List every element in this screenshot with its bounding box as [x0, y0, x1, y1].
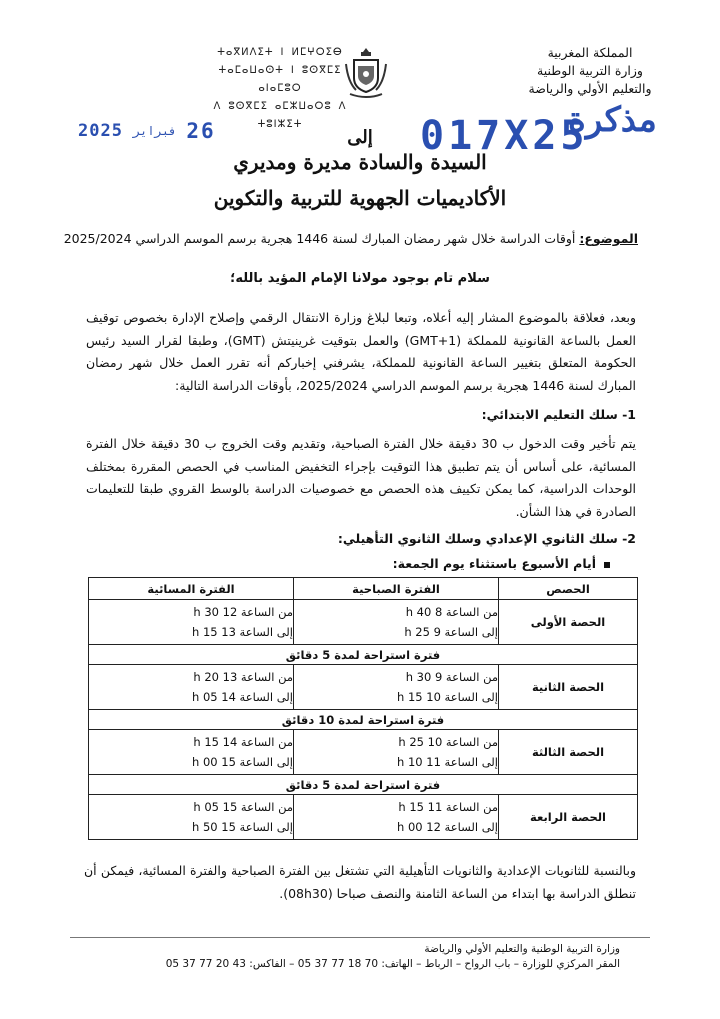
morning-time	[294, 600, 499, 645]
session-name: الحصة الرابعة	[499, 795, 638, 840]
memo-label-stamp: مذكرة	[568, 100, 657, 140]
time-to: إلى الساعة 10 h 15	[397, 690, 498, 704]
subject-text: أوقات الدراسة خلال شهر رمضان المبارك لسنة 1446 هجرية برسم الموسم الدراسي 2025/2024	[63, 231, 580, 246]
evening-time	[89, 665, 294, 710]
time-from: من الساعة 8 h 40	[405, 605, 498, 619]
evening-time	[89, 600, 294, 645]
memo-number-stamp: 017X25	[420, 113, 589, 159]
time-to: إلى الساعة 9 h 25	[404, 625, 498, 639]
tifinagh-line2: ⵜⴰⵎⴰⵡⴰⵙⵜ ⵏ ⵓⵙⴳⵎⵉ ⴰⵏⴰⵎⵓⵔ	[218, 65, 342, 94]
break-row	[89, 645, 638, 665]
schedule-table	[88, 577, 638, 840]
break-label: فترة استراحة لمدة 5 دقائق	[89, 645, 638, 665]
time-from: من الساعة 13 h 20	[193, 670, 293, 684]
ministry-name-line1: وزارة التربية الوطنية	[537, 63, 643, 78]
ministry-header-tifinagh	[200, 44, 360, 134]
section-primary-heading: 1- سلك التعليم الابتدائي:	[481, 407, 636, 422]
evening-time	[89, 795, 294, 840]
tifinagh-line1: ⵜⴰⴳⵍⴷⵉⵜ ⵏ ⵍⵎⵖⵔⵉⴱ	[217, 47, 343, 58]
break-label: فترة استراحة لمدة 10 دقائق	[89, 710, 638, 730]
subject-line	[63, 231, 638, 246]
recipient-prefix: إلى	[347, 127, 373, 148]
time-from: من الساعة 14 h 15	[193, 735, 293, 749]
table-row	[89, 795, 638, 840]
table-row	[89, 665, 638, 710]
session-name: الحصة الأولى	[499, 600, 638, 645]
royal-coat-of-arms-icon	[342, 44, 390, 100]
header-morning: الفترة الصباحية	[294, 578, 499, 600]
break-row	[89, 710, 638, 730]
time-from: من الساعة 11 h 15	[398, 800, 498, 814]
stamp-day: 26	[186, 119, 216, 143]
salutation: سلام تام بوجود مولانا الإمام المؤيد بالله؛	[230, 271, 490, 286]
footer-divider	[70, 937, 650, 938]
tifinagh-line3: ⴷ ⵓⵙⴳⵎⵉ ⴰⵎⵣⵡⴰⵔⵓ ⴷ ⵜⵓⵏⵣⵉⵜ	[213, 101, 347, 130]
time-from: من الساعة 10 h 25	[398, 735, 498, 749]
morning-time	[294, 730, 499, 775]
time-to: إلى الساعة 15 h 00	[192, 755, 293, 769]
date-stamp	[78, 118, 216, 144]
primary-paragraph: يتم تأخير وقت الدخول ب 30 دقيقة خلال الفترة الصباحية، وتقديم وقت الخروج ب 30 دقيقة خلال الفترة المسائية، على أساس أن يتم تطبيق هذا التوقيت بإجراء التخفيض المناسب في الحصص المقررة بمختلف الوحدات الدراسية، كما يمكن تكييف هذه الحصص مع خصوصيات الدراسة بالوسط القروي طبقا للتعليمات الصادرة في هذا الشأن.	[86, 436, 636, 519]
subject-label: الموضوع:	[579, 231, 638, 246]
time-to: إلى الساعة 12 h 00	[397, 820, 498, 834]
kingdom-name: المملكة المغربية	[547, 45, 633, 60]
intro-paragraph: وبعد، فعلاقة بالموضوع المشار إليه أعلاه، وتبعا لبلاغ وزارة الانتقال الرقمي وإصلاح الإدارة بخصوص توقيف العمل بالساعة القانونية للمملكة (GMT+1) والعمل بتوقيت غرينيتش (GMT)، وطبقا لقرار السيد رئيس الحكومة المتعلق بتغيير الساعة القانونية للمملكة، يشرفني إخباركم أنه تقرر العمل خلال شهر رمضان المبارك لسنة 1446 هجرية برسم الموسم الدراسي 2025/2024، بأوقات الدراسة التالية:	[86, 310, 636, 393]
closing-paragraph: وبالنسبة للثانويات الإعدادية والثانويات التأهيلية التي تشتغل بين الفترة الصباحية والفترة المسائية، فيمكن أن تنطلق الدراسة بها ابتداء من الساعة الثامنة والنصف صباحا (08h30).	[84, 863, 636, 901]
morning-time	[294, 795, 499, 840]
session-name: الحصة الثالثة	[499, 730, 638, 775]
ministry-header-arabic	[500, 44, 680, 98]
stamp-month: فبراير	[132, 124, 177, 138]
time-from: من الساعة 9 h 30	[405, 670, 498, 684]
session-name: الحصة الثانية	[499, 665, 638, 710]
time-from: من الساعة 12 h 30	[193, 605, 293, 619]
table-header-row	[89, 578, 638, 600]
weekdays-bullet-text: أيام الأسبوع باستثناء يوم الجمعة:	[392, 556, 596, 571]
time-to: إلى الساعة 14 h 05	[192, 690, 293, 704]
footer-address: المقر المركزي للوزارة – باب الرواح – الرباط – الهاتف: 70 18 77 37 05 – الفاكس: 43 20 77 37 05	[165, 958, 620, 970]
recipient-line2: الأكاديميات الجهوية للتربية والتكوين	[213, 186, 507, 210]
time-to: إلى الساعة 11 h 10	[397, 755, 498, 769]
ministry-name-line2: والتعليم الأولي والرياضة	[528, 81, 652, 96]
bullet-square-icon	[604, 562, 610, 568]
footer	[80, 942, 620, 972]
header-sessions: الحصص	[499, 578, 638, 600]
morning-time	[294, 665, 499, 710]
recipient-line1: السيدة والسادة مديرة ومديري	[233, 150, 487, 174]
section-secondary-heading: 2- سلك الثانوي الإعدادي وسلك الثانوي التأهيلي:	[337, 531, 636, 546]
weekdays-bullet	[393, 556, 610, 571]
table-row	[89, 600, 638, 645]
footer-ministry: وزارة التربية الوطنية والتعليم الأولي والرياضة	[424, 943, 620, 955]
evening-time	[89, 730, 294, 775]
header-evening: الفترة المسائية	[89, 578, 294, 600]
time-to: إلى الساعة 15 h 50	[192, 820, 293, 834]
break-row	[89, 775, 638, 795]
break-label: فترة استراحة لمدة 5 دقائق	[89, 775, 638, 795]
time-to: إلى الساعة 13 h 15	[192, 625, 293, 639]
table-row	[89, 730, 638, 775]
time-from: من الساعة 15 h 05	[193, 800, 293, 814]
stamp-year: 2025	[78, 121, 123, 141]
